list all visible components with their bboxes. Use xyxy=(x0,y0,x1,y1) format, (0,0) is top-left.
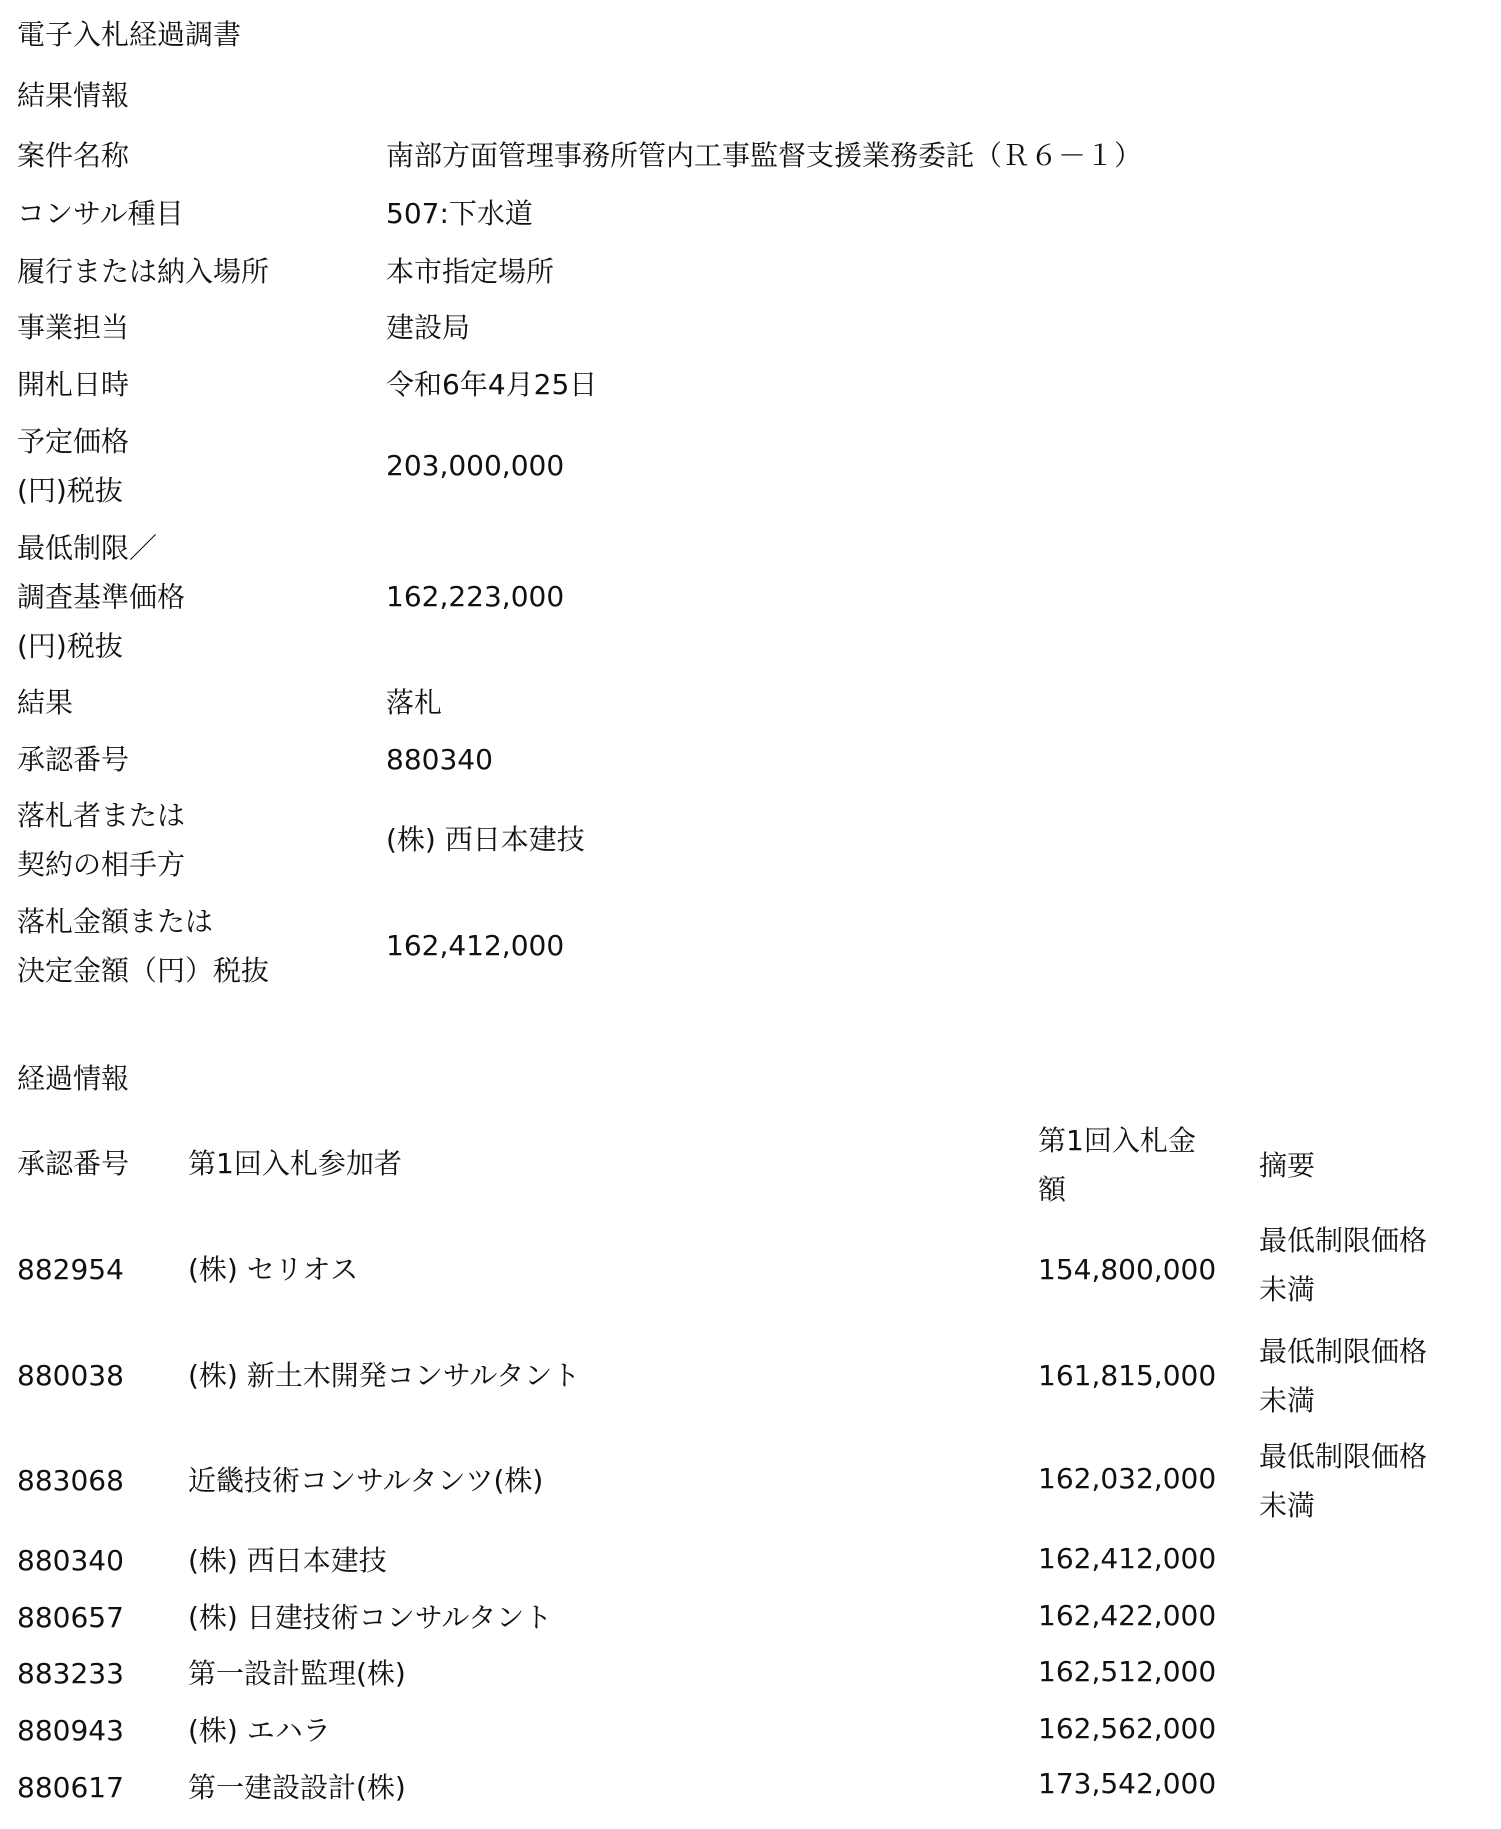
remarks-line: 未満 xyxy=(1259,1384,1316,1417)
value-consult-type: 507:下水道 xyxy=(386,197,533,230)
value-winning-amount: 162,412,000 xyxy=(386,929,565,962)
label-planned-price xyxy=(17,417,129,515)
header-line: 額 xyxy=(1038,1173,1067,1206)
row-participant: (株) エハラ xyxy=(188,1714,331,1747)
value-winner: (株) 西日本建技 xyxy=(386,823,585,856)
row-amount: 162,422,000 xyxy=(1038,1599,1217,1632)
label-line: 落札金額または xyxy=(17,905,214,938)
row-approval-no: 880943 xyxy=(17,1714,124,1747)
value-place: 本市指定場所 xyxy=(386,255,555,288)
header-participant: 第1回入札参加者 xyxy=(188,1147,402,1180)
remarks-line: 最低制限価格 xyxy=(1259,1224,1428,1257)
remarks-line: 未満 xyxy=(1259,1273,1316,1306)
label-line: (円)税抜 xyxy=(17,474,123,507)
row-participant: (株) 西日本建技 xyxy=(188,1544,387,1577)
row-participant: (株) 新土木開発コンサルタント xyxy=(188,1359,581,1392)
value-approval-no: 880340 xyxy=(386,743,493,776)
label-winner xyxy=(17,791,185,889)
row-approval-no: 882954 xyxy=(17,1253,124,1286)
header-amount xyxy=(1038,1116,1196,1214)
label-opening-date: 開札日時 xyxy=(17,368,130,401)
row-amount: 162,412,000 xyxy=(1038,1542,1217,1575)
row-amount: 154,800,000 xyxy=(1038,1253,1217,1286)
document-title: 電子入札経過調書 xyxy=(17,18,242,51)
value-planned-price: 203,000,000 xyxy=(386,449,565,482)
label-department: 事業担当 xyxy=(17,311,130,344)
row-amount: 162,032,000 xyxy=(1038,1462,1217,1495)
label-line: 決定金額（円）税抜 xyxy=(17,954,270,987)
remarks-line: 最低制限価格 xyxy=(1259,1440,1428,1473)
header-remarks: 摘要 xyxy=(1259,1149,1316,1182)
label-line: (円)税抜 xyxy=(17,629,123,663)
value-minimum-price: 162,223,000 xyxy=(386,580,565,613)
progress-section-title: 経過情報 xyxy=(17,1062,130,1095)
value-department: 建設局 xyxy=(386,311,471,344)
value-result: 落札 xyxy=(386,686,443,719)
label-line: 最低制限／ xyxy=(17,531,158,565)
label-place: 履行または納入場所 xyxy=(17,255,270,288)
label-line: 予定価格 xyxy=(17,425,130,458)
label-project-name: 案件名称 xyxy=(17,139,130,172)
label-winning-amount xyxy=(17,897,269,995)
result-section-title: 結果情報 xyxy=(17,79,130,112)
header-line: 第1回入札金 xyxy=(1038,1124,1196,1157)
label-line: 落札者または xyxy=(17,799,186,832)
remarks-line: 最低制限価格 xyxy=(1259,1335,1428,1368)
label-line: 契約の相手方 xyxy=(17,848,186,881)
label-minimum-price xyxy=(17,524,185,671)
row-participant: 近畿技術コンサルタンツ(株) xyxy=(188,1464,544,1497)
row-participant: 第一建設設計(株) xyxy=(188,1771,406,1804)
label-approval-no: 承認番号 xyxy=(17,743,130,776)
row-approval-no: 880038 xyxy=(17,1359,124,1392)
row-amount: 173,542,000 xyxy=(1038,1767,1217,1800)
row-remarks xyxy=(1259,1432,1427,1530)
row-participant: (株) セリオス xyxy=(188,1253,359,1286)
row-amount: 161,815,000 xyxy=(1038,1359,1217,1392)
label-consult-type: コンサル種目 xyxy=(17,197,184,230)
label-line: 調査基準価格 xyxy=(17,580,186,614)
row-participant: (株) 日建技術コンサルタント xyxy=(188,1601,553,1634)
remarks-line: 未満 xyxy=(1259,1489,1316,1522)
header-approval-no: 承認番号 xyxy=(17,1147,130,1180)
label-result: 結果 xyxy=(17,686,74,719)
row-remarks xyxy=(1259,1216,1427,1314)
row-approval-no: 880340 xyxy=(17,1544,124,1577)
value-opening-date: 令和6年4月25日 xyxy=(386,368,598,401)
row-amount: 162,512,000 xyxy=(1038,1655,1217,1688)
row-participant: 第一設計監理(株) xyxy=(188,1657,406,1690)
row-approval-no: 880617 xyxy=(17,1771,124,1804)
row-amount: 162,562,000 xyxy=(1038,1712,1217,1745)
value-project-name: 南部方面管理事務所管内工事監督支援業務委託（Ｒ６－１） xyxy=(386,139,1143,172)
row-remarks xyxy=(1259,1327,1427,1425)
row-approval-no: 880657 xyxy=(17,1601,124,1634)
row-approval-no: 883233 xyxy=(17,1657,124,1690)
row-approval-no: 883068 xyxy=(17,1464,124,1497)
